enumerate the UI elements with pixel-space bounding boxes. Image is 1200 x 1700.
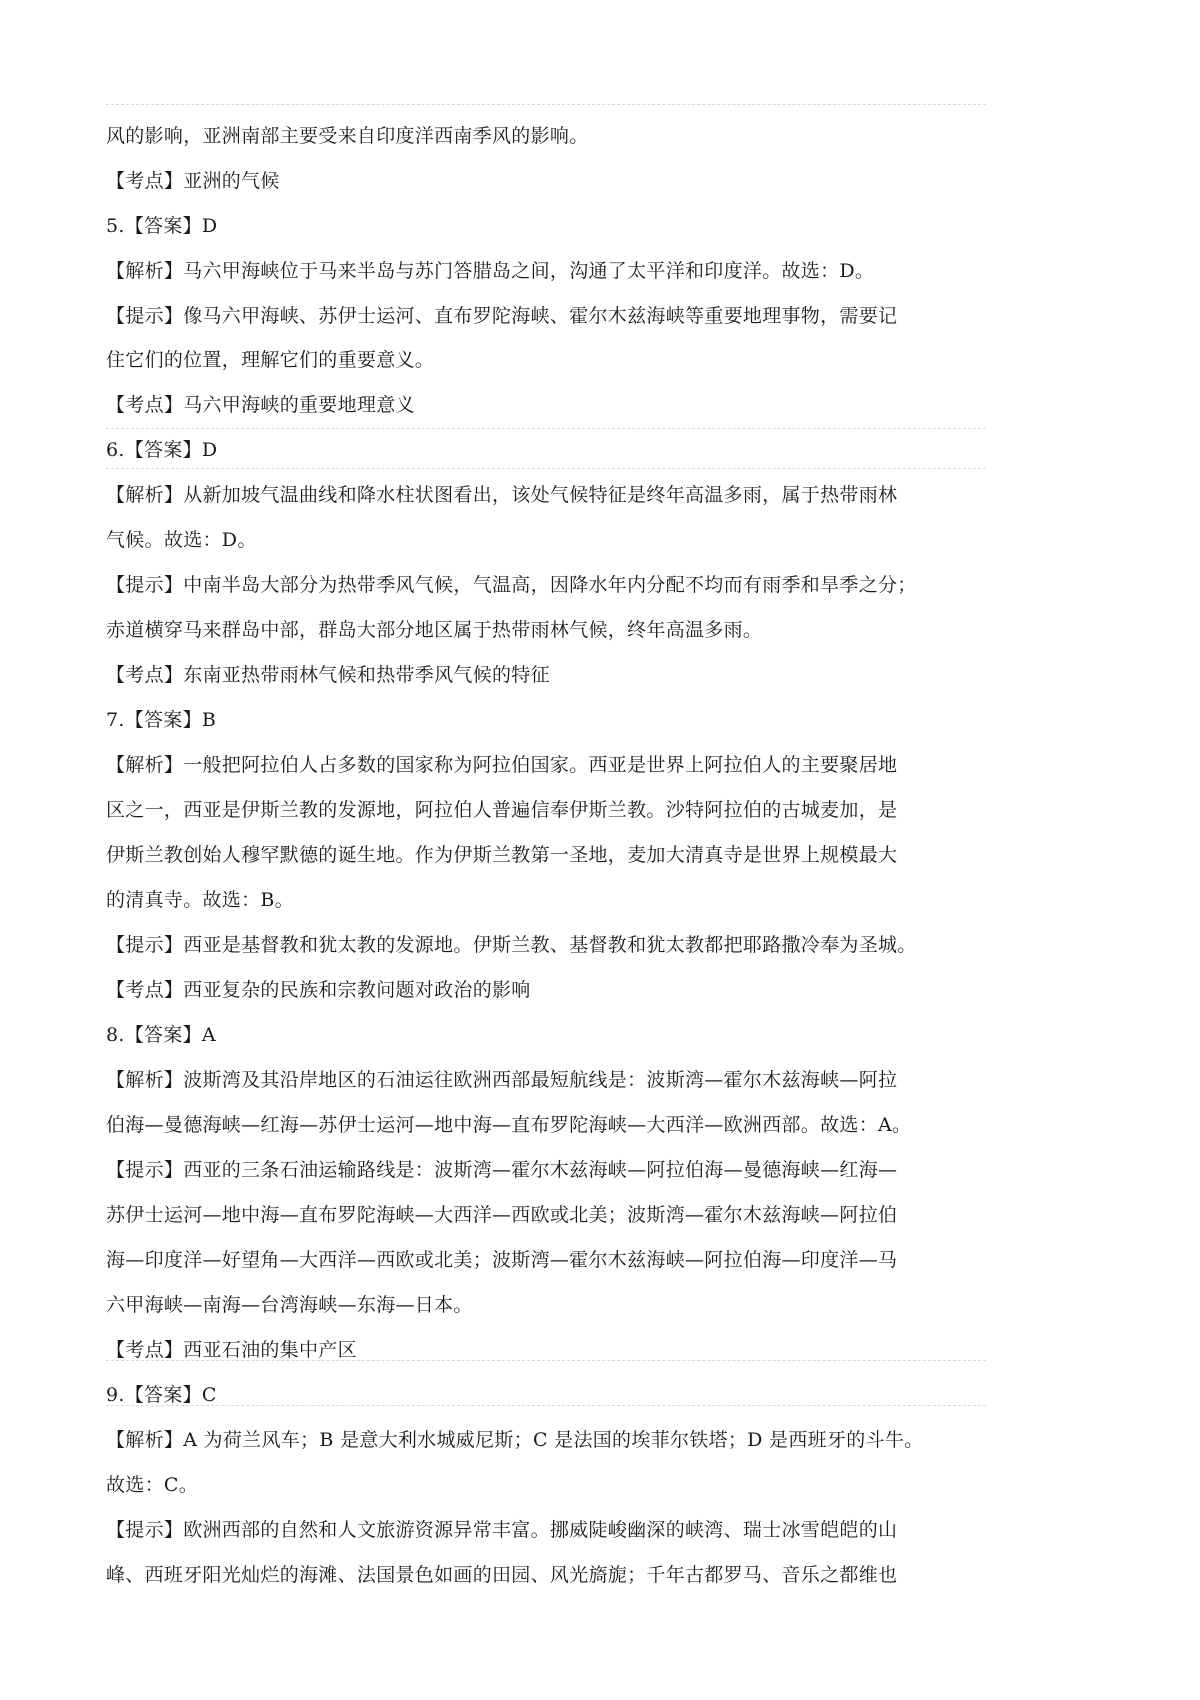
text-line: 8.【答案】A xyxy=(106,1024,216,1046)
text-line: 【解析】马六甲海峡位于马来半岛与苏门答腊岛之间，沟通了太平洋和印度洋。故选：D。 xyxy=(106,260,875,282)
text-line: 伯海—曼德海峡—红海—苏伊士运河—地中海—直布罗陀海峡—大西洋—欧洲西部。故选：A。 xyxy=(106,1114,912,1136)
divider-rule xyxy=(106,104,986,105)
text-line: 【考点】马六甲海峡的重要地理意义 xyxy=(106,394,415,416)
text-line: 【提示】欧洲西部的自然和人文旅游资源异常丰富。挪威陡峻幽深的峡湾、瑞士冰雪皑皑的山 xyxy=(106,1519,898,1541)
text-line: 【解析】从新加坡气温曲线和降水柱状图看出，该处气候特征是终年高温多雨，属于热带雨林 xyxy=(106,484,898,506)
text-line: 【解析】A 为荷兰风车；B 是意大利水城威尼斯；C 是法国的埃菲尔铁塔；D 是西班牙的斗牛。 xyxy=(106,1429,924,1451)
text-line: 苏伊士运河—地中海—直布罗陀海峡—大西洋—西欧或北美；波斯湾—霍尔木兹海峡—阿拉伯 xyxy=(106,1204,898,1226)
text-line: 【提示】像马六甲海峡、苏伊士运河、直布罗陀海峡、霍尔木兹海峡等重要地理事物，需要记 xyxy=(106,305,898,327)
text-line: 9.【答案】C xyxy=(106,1384,217,1406)
text-line: 【提示】西亚是基督教和犹太教的发源地。伊斯兰教、基督教和犹太教都把耶路撒冷奉为圣城。 xyxy=(106,934,917,956)
text-line: 故选：C。 xyxy=(106,1474,199,1496)
divider-rule xyxy=(106,428,986,429)
text-line: 【提示】中南半岛大部分为热带季风气候，气温高，因降水年内分配不均而有雨季和旱季之分； xyxy=(106,574,917,596)
text-line: 【提示】西亚的三条石油运输路线是：波斯湾—霍尔木兹海峡—阿拉伯海—曼德海峡—红海— xyxy=(106,1159,898,1181)
text-line: 【解析】一般把阿拉伯人占多数的国家称为阿拉伯国家。西亚是世界上阿拉伯人的主要聚居地 xyxy=(106,754,898,776)
text-line: 5.【答案】D xyxy=(106,215,218,237)
text-line: 6.【答案】D xyxy=(106,439,218,461)
text-line: 【考点】西亚石油的集中产区 xyxy=(106,1339,357,1361)
text-line: 六甲海峡—南海—台湾海峡—东海—日本。 xyxy=(106,1294,473,1316)
text-line: 海—印度洋—好望角—大西洋—西欧或北美；波斯湾—霍尔木兹海峡—阿拉伯海—印度洋—马 xyxy=(106,1249,898,1271)
text-line: 住它们的位置，理解它们的重要意义。 xyxy=(106,349,435,371)
text-line: 【考点】西亚复杂的民族和宗教问题对政治的影响 xyxy=(106,979,531,1001)
text-line: 【考点】亚洲的气候 xyxy=(106,170,280,192)
text-line: 【考点】东南亚热带雨林气候和热带季风气候的特征 xyxy=(106,664,550,686)
text-line: 峰、西班牙阳光灿烂的海滩、法国景色如画的田园、风光旖旎；千年古都罗马、音乐之都维也 xyxy=(106,1564,898,1586)
text-line: 伊斯兰教创始人穆罕默德的诞生地。作为伊斯兰教第一圣地，麦加大清真寺是世界上规模最大 xyxy=(106,844,898,866)
text-line: 【解析】波斯湾及其沿岸地区的石油运往欧洲西部最短航线是：波斯湾—霍尔木兹海峡—阿拉 xyxy=(106,1069,898,1091)
text-line: 区之一，西亚是伊斯兰教的发源地，阿拉伯人普遍信奉伊斯兰教。沙特阿拉伯的古城麦加，是 xyxy=(106,799,898,821)
text-line: 的清真寺。故选：B。 xyxy=(106,889,294,911)
text-line: 气候。故选：D。 xyxy=(106,529,257,551)
text-line: 赤道横穿马来群岛中部，群岛大部分地区属于热带雨林气候，终年高温多雨。 xyxy=(106,619,763,641)
text-line: 7.【答案】B xyxy=(106,709,217,731)
text-line: 风的影响，亚洲南部主要受来自印度洋西南季风的影响。 xyxy=(106,125,589,147)
